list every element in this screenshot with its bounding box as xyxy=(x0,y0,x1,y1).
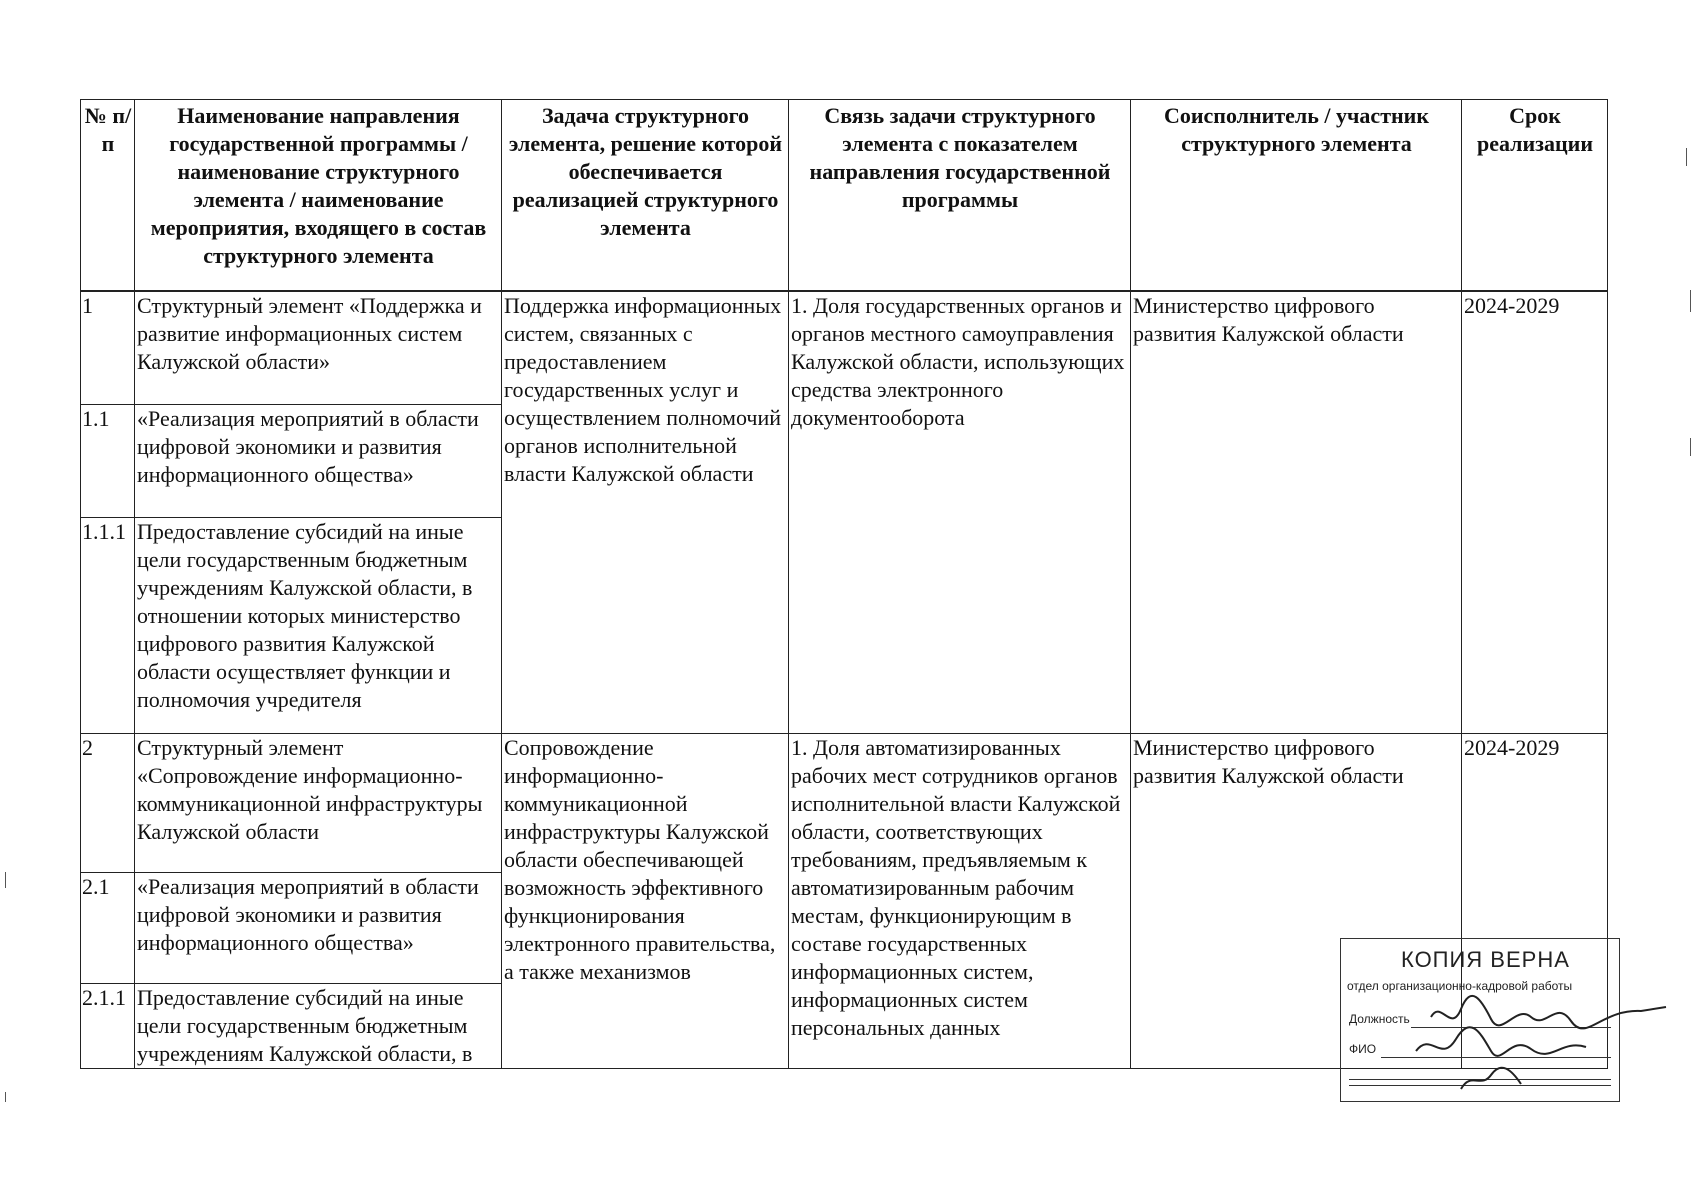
row-number: 1 xyxy=(81,291,135,405)
row-number: 1.1 xyxy=(81,405,135,518)
header-task: Задача структурного элемента, решение которой обеспечивается реализацией структурного элемента xyxy=(502,100,789,292)
row-number: 2.1.1 xyxy=(81,984,135,1069)
row-task: Поддержка информационных систем, связанных с предоставлением государственных услуг и осуществлением полномочий органов исполнительной власти Калужской области xyxy=(502,291,789,734)
row-name: Предоставление субсидий на иные цели государственным бюджетным учреждениям Калужской области, в xyxy=(135,984,502,1069)
row-link: 1. Доля автоматизированных рабочих мест сотрудников органов исполнительной власти Калужской области, соответствующих требованиям, предъявляемым к автоматизированным рабочим местам, функционирующим в составе государственных информационных систем, информационных систем персональных данных xyxy=(789,734,1131,1069)
stamp-org: отдел организационно-кадровой работы xyxy=(1347,979,1573,993)
header-term: Срок реализации xyxy=(1462,100,1608,292)
stamp-title: КОПИЯ ВЕРНА xyxy=(1401,947,1570,972)
row-number: 1.1.1 xyxy=(81,518,135,734)
row-coexec: Министерство цифрового развития Калужской области xyxy=(1131,734,1462,1069)
header-link: Связь задачи структурного элемента с показателем направления государственной программы xyxy=(789,100,1131,292)
row-name: «Реализация мероприятий в области цифровой экономики и развития информационного общества» xyxy=(135,405,502,518)
header-row xyxy=(81,100,1608,292)
header-num: № п/п xyxy=(81,100,135,292)
document-table xyxy=(80,99,1608,1069)
row-coexec: Министерство цифрового развития Калужской области xyxy=(1131,291,1462,734)
row-number: 2 xyxy=(81,734,135,873)
row-link: 1. Доля государственных органов и органов местного самоуправления Калужской области, использующих средства электронного документооборота xyxy=(789,291,1131,734)
header-coexec: Соисполнитель / участник структурного элемента xyxy=(1131,100,1462,292)
handwritten-signature xyxy=(1341,939,1671,1101)
stamp-position-label: Должность xyxy=(1349,1012,1410,1026)
row-term: 2024-2029 xyxy=(1462,291,1608,734)
copy-certified-stamp xyxy=(1340,938,1620,1102)
table-row xyxy=(81,734,1608,873)
row-name: Предоставление субсидий на иные цели государственным бюджетным учреждениям Калужской области, в отношении которых министерство цифрового развития Калужской области осуществляет функции и полномочия учредителя xyxy=(135,518,502,734)
table-row xyxy=(81,291,1608,405)
row-task: Сопровождение информационно-коммуникационной инфраструктуры Калужской области обеспечивающей возможность эффективного функционирования электронного правительства, а также механизмов xyxy=(502,734,789,1069)
row-term: 2024-2029 xyxy=(1462,734,1608,1069)
row-name: Структурный элемент «Сопровождение информационно-коммуникационной инфраструктуры Калужской области xyxy=(135,734,502,873)
stamp-name-label: ФИО xyxy=(1349,1042,1377,1056)
row-number: 2.1 xyxy=(81,873,135,984)
row-name: Структурный элемент «Поддержка и развитие информационных систем Калужской области» xyxy=(135,291,502,405)
row-name: «Реализация мероприятий в области цифровой экономики и развития информационного общества» xyxy=(135,873,502,984)
header-name: Наименование направления государственной программы / наименование структурного элемента / наименование мероприятия, входящего в состав структурного элемента xyxy=(135,100,502,292)
